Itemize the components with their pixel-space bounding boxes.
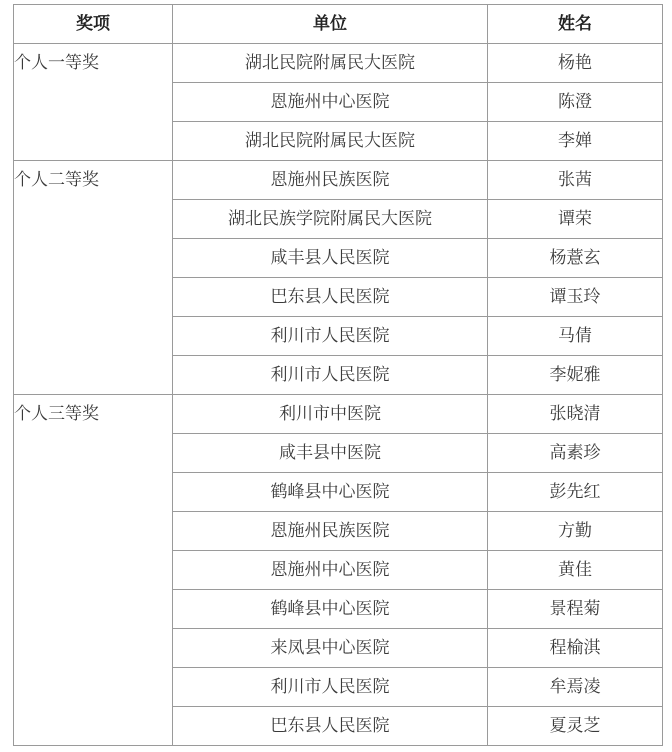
name-cell: 方勤 [488, 512, 663, 551]
table-row [14, 395, 663, 434]
name-cell: 景程菊 [488, 590, 663, 629]
unit-cell: 利川市人民医院 [173, 356, 488, 395]
unit-cell: 利川市人民医院 [173, 317, 488, 356]
award-level-cell: 个人二等奖 [14, 161, 173, 395]
unit-cell: 恩施州中心医院 [173, 551, 488, 590]
table-header-row [14, 5, 663, 44]
unit-cell: 利川市人民医院 [173, 668, 488, 707]
award-level-cell: 个人一等奖 [14, 44, 173, 161]
name-cell: 彭先红 [488, 473, 663, 512]
table-row [14, 44, 663, 83]
unit-cell: 湖北民族学院附属民大医院 [173, 200, 488, 239]
unit-cell: 鹤峰县中心医院 [173, 473, 488, 512]
name-cell: 李婵 [488, 122, 663, 161]
name-cell: 谭玉玲 [488, 278, 663, 317]
unit-cell: 巴东县人民医院 [173, 707, 488, 746]
header-award: 奖项 [14, 5, 173, 44]
unit-cell: 利川市中医院 [173, 395, 488, 434]
name-cell: 李妮雅 [488, 356, 663, 395]
name-cell: 牟焉凌 [488, 668, 663, 707]
unit-cell: 鹤峰县中心医院 [173, 590, 488, 629]
header-name: 姓名 [488, 5, 663, 44]
name-cell: 谭荣 [488, 200, 663, 239]
name-cell: 杨薏玄 [488, 239, 663, 278]
unit-cell: 湖北民院附属民大医院 [173, 44, 488, 83]
unit-cell: 咸丰县人民医院 [173, 239, 488, 278]
name-cell: 马倩 [488, 317, 663, 356]
header-unit: 单位 [173, 5, 488, 44]
unit-cell: 咸丰县中医院 [173, 434, 488, 473]
name-cell: 杨艳 [488, 44, 663, 83]
name-cell: 黄佳 [488, 551, 663, 590]
award-level-cell: 个人三等奖 [14, 395, 173, 746]
unit-cell: 恩施州民族医院 [173, 161, 488, 200]
unit-cell: 恩施州民族医院 [173, 512, 488, 551]
awards-table-body [14, 44, 663, 746]
awards-table [13, 4, 663, 746]
unit-cell: 来凤县中心医院 [173, 629, 488, 668]
name-cell: 程榆淇 [488, 629, 663, 668]
name-cell: 高素珍 [488, 434, 663, 473]
name-cell: 陈澄 [488, 83, 663, 122]
name-cell: 张晓清 [488, 395, 663, 434]
name-cell: 张茜 [488, 161, 663, 200]
unit-cell: 巴东县人民医院 [173, 278, 488, 317]
name-cell: 夏灵芝 [488, 707, 663, 746]
unit-cell: 恩施州中心医院 [173, 83, 488, 122]
unit-cell: 湖北民院附属民大医院 [173, 122, 488, 161]
table-row [14, 161, 663, 200]
